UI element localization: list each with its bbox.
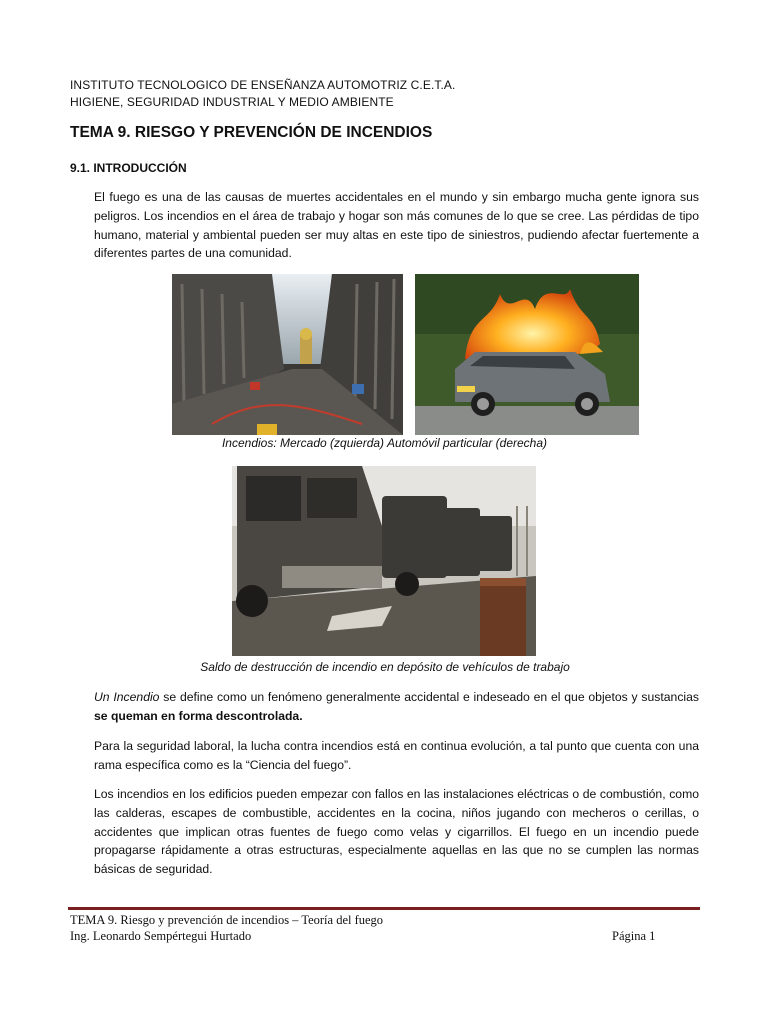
footer-divider <box>68 907 700 910</box>
footer-author: Ing. Leonardo Sempértegui Hurtado <box>70 929 252 943</box>
footer-topic: TEMA 9. Riesgo y prevención de incendios – Teoría del fuego <box>70 913 384 927</box>
course-name: HIGIENE, SEGURIDAD INDUSTRIAL Y MEDIO AMBIENTE <box>70 95 394 109</box>
caption-bottom-photo: Saldo de destrucción de incendio en depósito de vehículos de trabajo <box>200 660 570 674</box>
institution-name: INSTITUTO TECNOLOGICO DE ENSEÑANZA AUTOMOTRIZ C.E.T.A. <box>70 78 456 92</box>
burned-trucks-photo <box>232 466 536 656</box>
page-number: Página 1 <box>612 929 656 943</box>
car-fire-photo <box>415 274 639 435</box>
document-header <box>70 77 455 111</box>
market-fire-photo <box>172 274 403 435</box>
definition-body: se define como un fenómeno generalmente accidental e indeseado en el que objetos y sustancias <box>159 690 699 704</box>
safety-paragraph: Para la seguridad laboral, la lucha contra incendios está en continua evolución, a tal punto que cuenta con una rama específica como es la “Ciencia del fuego”. <box>94 739 699 772</box>
intro-paragraph: El fuego es una de las causas de muertes accidentales en el mundo y sin embargo mucha gente ignora sus peligros. Los incendios en el área de trabajo y hogar son más comunes de lo que se cree. Las pérdidas de tipo humano, material y ambiental pueden ser muy altas en este tipo de siniestros, pudiendo afectar fuertemente a diferentes partes de una comunidad. <box>94 190 699 261</box>
caption-top-photos: Incendios: Mercado (zquierda) Automóvil particular (derecha) <box>221 436 548 450</box>
section-heading: 9.1. INTRODUCCIÓN <box>70 161 187 175</box>
definition-term: Un Incendio <box>94 690 160 704</box>
definition-emphasis: se queman en forma descontrolada. <box>94 708 303 723</box>
chapter-title: TEMA 9. RIESGO Y PREVENCIÓN DE INCENDIOS <box>70 124 433 141</box>
buildings-paragraph: Los incendios en los edificios pueden empezar con fallos en las instalaciones eléctricas o de combustión, como las calderas, escapes de combustible, accidentes en la cocina, niños jugando con mecheros o cerillas, o accidentes que implican otras fuentes de fuego como velas y cigarrillos. El fuego en un incendio puede propagarse rápidamente a otras estructuras, especialmente aquellas en las que no se cumplen las normas básicas de seguridad. <box>94 787 699 877</box>
definition-paragraph <box>94 688 699 726</box>
